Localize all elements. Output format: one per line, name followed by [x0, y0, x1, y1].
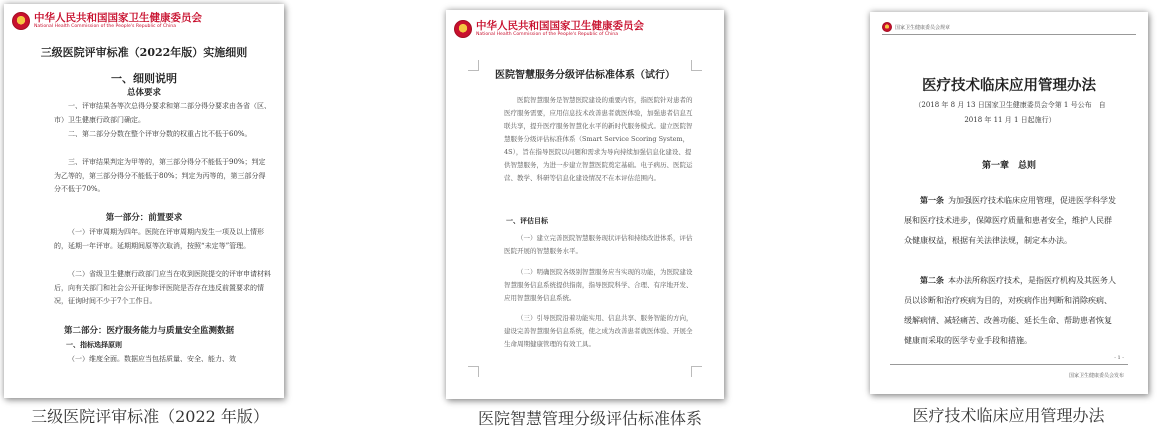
paragraph: （二）省级卫生健康行政部门应当在收到医院提交的评审申请材料后，向有关部门和社会公开征询参评医院是否存在违反前置要求的情况，征询时间不少于7个工作日。 [54, 270, 271, 305]
article-1-label: 第一条 [920, 195, 944, 205]
article-2 [904, 270, 1116, 351]
article-2-text: 本办法所称医疗技术，是指医疗机构及其医务人员以诊断和治疗疾病为目的，对疾病作出判断和消除疾病、缓解病情、减轻痛苦、改善功能、延长生命、帮助患者恢复健康而采取的医学专业手段和措施。 [904, 276, 1116, 345]
article-1-text: 为加强医疗技术临床应用管理，促进医学科学发展和医疗技术进步，保障医疗质量和患者安全，维护人民群众健康权益，根据有关法律法规，制定本办法。 [904, 196, 1116, 245]
letterhead-english: National Health Commission of the People's Republic of China [476, 32, 619, 37]
national-emblem-icon [454, 20, 472, 38]
header-text: 国家卫生健康委员会规章 [895, 24, 951, 31]
document-page-1[interactable] [4, 4, 284, 398]
national-emblem-icon [12, 12, 30, 30]
page-number: - 1 - [1114, 355, 1124, 361]
footer-rule [890, 364, 1128, 365]
part1-heading: 第一部分：前置要求 [105, 213, 183, 223]
letterhead [12, 12, 202, 30]
part2-heading: 第二部分：医疗服务能力与质量安全监测数据 [64, 326, 235, 336]
document-title: 医院智慧服务分级评估标准体系（试行） [495, 70, 675, 81]
paragraph: （一）评审周期为四年。医院在评审周期内发生一项及以上情形的，延期一年评审。延期期间原等次取消，按照“未定等”管理。 [54, 228, 264, 250]
document-title: 三级医院评审标准（2022年版）实施细则 [40, 46, 248, 59]
national-emblem-icon [882, 22, 892, 32]
goal-heading: 一、评估目标 [506, 216, 548, 225]
document-caption: 医院智慧管理分级评估标准体系 [477, 409, 702, 428]
document-page-3[interactable] [870, 12, 1148, 394]
document-card-3[interactable] [858, 0, 1159, 440]
header-rule [882, 34, 1136, 35]
goal-paragraph: （三）引导医院沿着功能实用、信息共享、服务智能的方向，建设完善智慧服务信息系统，使之成为改善患者就医体验、开展全生命周期健康管理的有效工具。 [504, 314, 693, 348]
date-note: （2018 年 8 月 13 日国家卫生健康委员会令第 1 号公布 自 2018 年 11 月 1 日起施行） [914, 101, 1106, 124]
document-caption: 医疗技术临床应用管理办法 [912, 406, 1105, 425]
goal-paragraph: （二）明确医院各级别智慧服务应当实现的功能，为医院建设智慧服务信息系统提供指南，指导医院科学、合理、有序地开发、应用智慧服务信息系统。 [504, 268, 693, 302]
document-title: 医疗技术临床应用管理办法 [922, 77, 1096, 94]
document-card-1[interactable] [0, 0, 300, 440]
document-card-2[interactable] [440, 0, 740, 440]
page-footer: 国家卫生健康委员会发布 [1068, 373, 1124, 379]
paragraph: 二、第二部分分数在整个评审分数的权重占比不低于60%。 [68, 130, 252, 138]
chapter-heading: 第一章 总则 [981, 161, 1036, 171]
letterhead-chinese: 中华人民共和国国家卫生健康委员会 [34, 12, 202, 24]
letterhead [454, 20, 644, 38]
paragraph: （一）维度全面。数据应当包括质量、安全、能力、效 [68, 355, 236, 363]
paragraph: 三、评审结果判定为甲等的，第三部分得分不能低于90%；判定为乙等的，第三部分得分不能低于80%；判定为丙等的，第三部分得分不低于70%。 [54, 158, 266, 193]
document-page-2[interactable] [446, 10, 724, 399]
page-header [882, 22, 950, 32]
letterhead-chinese: 中华人民共和国国家卫生健康委员会 [476, 20, 644, 32]
article-2-label: 第二条 [920, 275, 944, 285]
section-heading: 一、细则说明 [111, 72, 177, 85]
document-caption: 三级医院评审标准（2022 年版） [31, 407, 269, 426]
article-1 [904, 190, 1116, 251]
intro-paragraph: 医院智慧服务是智慧医院建设的重要内容，指医院针对患者的医疗服务需要，应用信息技术改善患者就医体验，加强患者信息互联共享，提升医疗服务智慧化水平的新时代服务模式。建立医院智慧服务分级评估标准体系（Smart Service Scoring System，4S），旨在指导医院以问题和需求为导向持续加强信息化建设、提供智慧服务，为进一步建立智慧医院奠定基础。电子病历、医院运营、教学、科研等信息化建设情况不在本评估范围内。 [504, 96, 693, 182]
part2-subheading: 一、指标选择原则 [66, 340, 122, 349]
goal-paragraph: （一）建立完善医院智慧服务现状评估和持续改进体系，评估医院开展的智慧服务水平。 [504, 234, 693, 255]
paragraph: 一、评审结果各等次总得分要求和第二部分得分要求由各省（区、市）卫生健康行政部门确定。 [54, 102, 271, 124]
subheading: 总体要求 [126, 88, 161, 98]
letterhead-english: National Health Commission of the People's Republic of China [34, 24, 177, 29]
